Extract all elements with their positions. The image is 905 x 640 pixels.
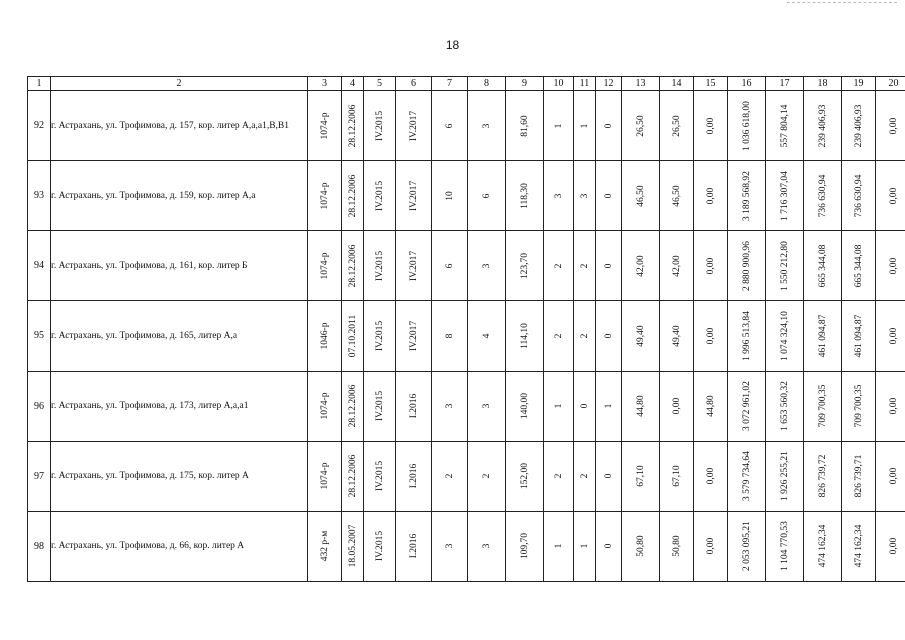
cell-value: 709 700,35: [817, 384, 828, 428]
table-row: [28, 301, 905, 371]
cell-col-20: [876, 161, 905, 231]
cell-value: IV.2015: [374, 531, 385, 562]
cell-col-20: [876, 441, 905, 511]
cell-value: IV.2015: [374, 110, 385, 141]
cell-value: 2: [579, 473, 590, 479]
cell-value: 0,00: [705, 117, 716, 134]
table-row: [28, 371, 905, 441]
cell-col-9: [506, 161, 544, 231]
cell-value: 118,30: [519, 182, 530, 209]
cell-value: 28.12.2006: [347, 174, 358, 218]
column-header-14: 14: [660, 77, 694, 91]
cell-value: 1046-р: [319, 322, 330, 350]
cell-value: 28.12.2006: [347, 454, 358, 498]
cell-col-6: [396, 91, 432, 161]
cell-value: 0,00: [705, 187, 716, 205]
cell-value: 461 094,87: [853, 314, 864, 358]
cell-col-4: [342, 301, 364, 371]
cell-col-19: [842, 441, 876, 511]
cell-col-10: [544, 301, 574, 371]
cell-value: 2: [553, 263, 564, 269]
cell-value: 0,00: [888, 257, 899, 275]
cell-value: 239 406,93: [817, 104, 828, 147]
cell-col-16: [728, 441, 766, 511]
cell-value: 10: [444, 190, 455, 201]
cell-value: 1: [579, 123, 590, 128]
cell-col-14: [660, 511, 694, 581]
cell-col-16: [728, 371, 766, 441]
cell-value: 3: [481, 403, 492, 409]
cell-col-8: [468, 231, 506, 301]
cell-value: 67,10: [671, 465, 682, 487]
row-number: 96: [28, 371, 51, 441]
cell-value: 114,10: [519, 323, 530, 349]
cell-col-10: [544, 161, 574, 231]
cell-value: 42,00: [671, 255, 682, 277]
header-row: [28, 77, 905, 91]
cell-value: 0: [603, 544, 614, 549]
cell-value: 3: [579, 193, 590, 199]
cell-col-15: [694, 441, 728, 511]
cell-value: 123,70: [519, 252, 530, 279]
cell-value: 18.05.2007: [347, 525, 358, 568]
cell-col-5: [364, 91, 396, 161]
cell-col-9: [506, 91, 544, 161]
cell-value: 0,00: [705, 538, 716, 555]
column-header-1: 1: [28, 77, 51, 91]
cell-value: 1: [553, 544, 564, 549]
address-cell: г. Астрахань, ул. Трофимова, д. 161, кор. литер Б: [51, 231, 308, 301]
cell-value: 46,50: [671, 185, 682, 207]
cell-col-3: [308, 371, 342, 441]
cell-col-19: [842, 91, 876, 161]
cell-col-12: [596, 231, 622, 301]
cell-value: 0,00: [888, 117, 899, 134]
row-number: 98: [28, 511, 51, 581]
cell-value: 3 189 568,92: [741, 170, 752, 221]
cell-col-15: [694, 511, 728, 581]
cell-col-18: [804, 441, 842, 511]
cell-value: 0,00: [671, 397, 682, 415]
cell-col-8: [468, 161, 506, 231]
column-header-4: 4: [342, 77, 364, 91]
cell-value: 2: [579, 263, 590, 269]
cell-value: 2: [579, 333, 590, 339]
cell-col-17: [766, 161, 804, 231]
cell-value: 3: [444, 403, 455, 409]
address-cell: г. Астрахань, ул. Трофимова, д. 173, литер А,а,а1: [51, 371, 308, 441]
cell-col-15: [694, 161, 728, 231]
column-header-3: 3: [308, 77, 342, 91]
column-header-17: 17: [766, 77, 804, 91]
row-number: 97: [28, 441, 51, 511]
cell-value: 28.12.2006: [347, 384, 358, 428]
cell-value: I.2016: [408, 393, 419, 419]
cell-col-9: [506, 301, 544, 371]
cell-col-7: [432, 511, 468, 581]
cell-value: 2: [553, 333, 564, 339]
cell-value: 3 072 961,02: [741, 381, 752, 432]
cell-col-18: [804, 161, 842, 231]
cell-value: IV.2017: [408, 180, 419, 211]
cell-col-16: [728, 301, 766, 371]
cell-col-20: [876, 91, 905, 161]
cell-value: 3: [481, 263, 492, 269]
cell-value: 1: [603, 403, 614, 409]
cell-value: 1 653 560,32: [779, 381, 790, 432]
table-row: [28, 161, 905, 231]
cell-value: 432 р-м: [319, 531, 330, 562]
address-cell: г. Астрахань, ул. Трофимова, д. 157, кор. литер А,а,а1,В,В1: [51, 91, 308, 161]
cell-col-14: [660, 161, 694, 231]
cell-value: I.2016: [408, 463, 419, 489]
cell-col-16: [728, 161, 766, 231]
cell-col-5: [364, 371, 396, 441]
cell-col-19: [842, 371, 876, 441]
cell-value: 26,50: [635, 114, 646, 137]
cell-value: 665 344,08: [853, 244, 864, 288]
cell-col-18: [804, 231, 842, 301]
cell-col-13: [622, 301, 660, 371]
cell-col-11: [574, 511, 596, 581]
cell-col-4: [342, 371, 364, 441]
cell-col-18: [804, 91, 842, 161]
column-header-18: 18: [804, 77, 842, 91]
cell-value: 0: [603, 193, 614, 199]
cell-value: 1074-р: [319, 252, 330, 280]
cell-col-5: [364, 441, 396, 511]
cell-col-12: [596, 161, 622, 231]
cell-col-7: [432, 161, 468, 231]
cell-col-13: [622, 371, 660, 441]
cell-col-20: [876, 301, 905, 371]
cell-value: 07.10.2011: [347, 314, 358, 358]
cell-col-11: [574, 161, 596, 231]
scan-edge-marks: [787, 2, 897, 9]
cell-col-16: [728, 91, 766, 161]
cell-col-17: [766, 441, 804, 511]
cell-col-6: [396, 441, 432, 511]
cell-col-19: [842, 301, 876, 371]
cell-value: 28.12.2006: [347, 244, 358, 288]
column-header-7: 7: [432, 77, 468, 91]
cell-value: 50,80: [671, 535, 682, 558]
cell-col-18: [804, 511, 842, 581]
cell-col-13: [622, 441, 660, 511]
address-cell: г. Астрахань, ул. Трофимова, д. 175, кор. литер А: [51, 441, 308, 511]
cell-col-16: [728, 511, 766, 581]
cell-value: 239 406,93: [853, 104, 864, 147]
cell-value: IV.2017: [408, 320, 419, 352]
cell-col-3: [308, 301, 342, 371]
table-row: [28, 511, 905, 581]
address-cell: г. Астрахань, ул. Трофимова, д. 159, кор. литер А,а: [51, 161, 308, 231]
cell-col-17: [766, 371, 804, 441]
cell-value: 1 104 770,53: [779, 521, 790, 572]
address-cell: г. Астрахань, ул. Трофимова, д. 66, кор. литер А: [51, 511, 308, 581]
cell-value: IV.2015: [374, 461, 385, 492]
cell-col-12: [596, 91, 622, 161]
column-header-16: 16: [728, 77, 766, 91]
cell-col-3: [308, 161, 342, 231]
cell-col-12: [596, 441, 622, 511]
cell-col-14: [660, 231, 694, 301]
cell-value: 826 739,71: [853, 454, 864, 498]
column-header-15: 15: [694, 77, 728, 91]
cell-value: 1: [579, 544, 590, 549]
cell-col-15: [694, 231, 728, 301]
cell-value: 0: [603, 473, 614, 479]
cell-value: 49,40: [671, 325, 682, 347]
cell-value: 2: [553, 473, 564, 479]
cell-value: 0,00: [888, 467, 899, 485]
page-number: 18: [445, 38, 460, 52]
cell-value: 1 036 618,00: [741, 100, 752, 151]
cell-col-15: [694, 301, 728, 371]
cell-value: 6: [444, 123, 455, 128]
row-number: 93: [28, 161, 51, 231]
column-header-9: 9: [506, 77, 544, 91]
cell-value: 474 162,34: [853, 525, 864, 568]
cell-value: 0: [579, 403, 590, 409]
cell-value: 3: [481, 123, 492, 128]
cell-col-13: [622, 231, 660, 301]
cell-col-6: [396, 511, 432, 581]
cell-value: 46,50: [635, 185, 646, 207]
cell-col-9: [506, 441, 544, 511]
cell-value: 2: [481, 473, 492, 479]
cell-value: 1074-р: [319, 462, 330, 490]
cell-col-9: [506, 231, 544, 301]
cell-col-20: [876, 511, 905, 581]
cell-value: 1 074 324,10: [779, 311, 790, 361]
column-header-6: 6: [396, 77, 432, 91]
cell-col-19: [842, 511, 876, 581]
cell-col-11: [574, 441, 596, 511]
cell-col-19: [842, 161, 876, 231]
cell-col-10: [544, 231, 574, 301]
cell-col-10: [544, 371, 574, 441]
cell-value: 557 804,14: [779, 104, 790, 147]
cell-value: 109,70: [519, 533, 530, 560]
cell-value: 0,00: [705, 467, 716, 485]
cell-value: 0: [603, 123, 614, 128]
cell-value: 1074-р: [319, 182, 330, 210]
row-number: 94: [28, 231, 51, 301]
column-header-19: 19: [842, 77, 876, 91]
cell-col-17: [766, 231, 804, 301]
cell-col-5: [364, 161, 396, 231]
cell-col-13: [622, 161, 660, 231]
cell-col-8: [468, 511, 506, 581]
cell-col-4: [342, 511, 364, 581]
cell-value: 152,00: [519, 463, 530, 490]
cell-value: 26,50: [671, 114, 682, 137]
cell-value: 0: [603, 333, 614, 339]
cell-value: 6: [444, 263, 455, 269]
cell-col-7: [432, 371, 468, 441]
cell-col-3: [308, 231, 342, 301]
cell-value: 140,00: [519, 393, 530, 420]
cell-value: 709 700,35: [853, 384, 864, 428]
cell-value: IV.2015: [374, 180, 385, 211]
row-number: 95: [28, 301, 51, 371]
cell-col-20: [876, 231, 905, 301]
cell-col-14: [660, 91, 694, 161]
column-header-2: 2: [51, 77, 308, 91]
cell-value: 81,60: [519, 114, 530, 137]
cell-value: 67,10: [635, 465, 646, 487]
cell-value: IV.2015: [374, 391, 385, 422]
column-header-10: 10: [544, 77, 574, 91]
cell-value: 0,00: [705, 257, 716, 275]
cell-col-12: [596, 511, 622, 581]
cell-col-13: [622, 91, 660, 161]
cell-value: 736 630,94: [853, 174, 864, 218]
cell-value: 3: [444, 544, 455, 549]
cell-value: 1074-р: [319, 392, 330, 420]
cell-col-18: [804, 301, 842, 371]
cell-col-7: [432, 301, 468, 371]
cell-col-18: [804, 371, 842, 441]
cell-value: 461 094,87: [817, 314, 828, 358]
cell-value: IV.2015: [374, 320, 385, 352]
cell-value: 8: [444, 333, 455, 339]
cell-value: 0,00: [888, 397, 899, 415]
cell-col-14: [660, 301, 694, 371]
cell-col-8: [468, 441, 506, 511]
column-header-20: 20: [876, 77, 905, 91]
address-cell: г. Астрахань, ул. Трофимова, д. 165, литер А,а: [51, 301, 308, 371]
cell-col-7: [432, 231, 468, 301]
row-number: 92: [28, 91, 51, 161]
cell-value: 42,00: [635, 255, 646, 277]
cell-value: 3: [481, 544, 492, 549]
cell-col-5: [364, 301, 396, 371]
cell-col-14: [660, 441, 694, 511]
cell-col-9: [506, 371, 544, 441]
cell-col-11: [574, 231, 596, 301]
cell-value: 0,00: [888, 187, 899, 205]
cell-value: 3 579 734,64: [741, 451, 752, 502]
cell-value: 1074-р: [319, 112, 330, 140]
cell-value: 474 162,34: [817, 525, 828, 568]
cell-value: IV.2017: [408, 110, 419, 141]
cell-value: 1: [553, 123, 564, 128]
cell-value: 0,00: [888, 538, 899, 555]
cell-col-13: [622, 511, 660, 581]
cell-value: 0,00: [888, 327, 899, 345]
cell-value: 44,80: [705, 395, 716, 417]
cell-col-6: [396, 301, 432, 371]
cell-col-19: [842, 231, 876, 301]
cell-value: 1 716 307,04: [779, 170, 790, 221]
cell-col-7: [432, 91, 468, 161]
cell-col-4: [342, 91, 364, 161]
cell-value: 1 926 255,21: [779, 451, 790, 502]
cell-col-20: [876, 371, 905, 441]
table-row: [28, 231, 905, 301]
column-header-11: 11: [574, 77, 596, 91]
cell-col-3: [308, 511, 342, 581]
cell-col-16: [728, 231, 766, 301]
cell-value: 665 344,08: [817, 244, 828, 288]
cell-value: 44,80: [635, 395, 646, 417]
cell-value: IV.2017: [408, 250, 419, 281]
cell-col-5: [364, 511, 396, 581]
cell-value: 1 996 513,84: [741, 311, 752, 361]
cell-value: 826 739,72: [817, 454, 828, 498]
cell-col-15: [694, 91, 728, 161]
cell-col-8: [468, 301, 506, 371]
cell-value: 3: [553, 193, 564, 199]
column-header-5: 5: [364, 77, 396, 91]
table-row: [28, 91, 905, 161]
cell-value: 0,00: [705, 327, 716, 345]
cell-col-4: [342, 161, 364, 231]
cell-col-17: [766, 511, 804, 581]
cell-col-7: [432, 441, 468, 511]
cell-value: 1 550 212,80: [779, 240, 790, 291]
cell-col-17: [766, 301, 804, 371]
cell-value: 2 053 095,21: [741, 521, 752, 572]
cell-col-4: [342, 441, 364, 511]
cell-value: 4: [481, 333, 492, 339]
cell-value: 50,80: [635, 535, 646, 558]
table-row: [28, 441, 905, 511]
cell-col-9: [506, 511, 544, 581]
cell-value: 1: [553, 403, 564, 409]
cell-col-14: [660, 371, 694, 441]
column-header-13: 13: [622, 77, 660, 91]
cell-col-12: [596, 301, 622, 371]
cell-col-10: [544, 511, 574, 581]
cell-col-3: [308, 91, 342, 161]
cell-col-8: [468, 91, 506, 161]
cell-col-11: [574, 301, 596, 371]
cell-value: 6: [481, 193, 492, 199]
column-header-8: 8: [468, 77, 506, 91]
cell-col-10: [544, 91, 574, 161]
column-header-12: 12: [596, 77, 622, 91]
cell-col-4: [342, 231, 364, 301]
data-table: [27, 76, 905, 582]
cell-col-6: [396, 161, 432, 231]
cell-col-3: [308, 441, 342, 511]
cell-value: 736 630,94: [817, 174, 828, 218]
cell-value: 0: [603, 263, 614, 269]
cell-col-10: [544, 441, 574, 511]
cell-col-6: [396, 371, 432, 441]
cell-col-8: [468, 371, 506, 441]
cell-value: 28.12.2006: [347, 104, 358, 147]
cell-col-15: [694, 371, 728, 441]
cell-value: IV.2015: [374, 250, 385, 281]
cell-col-17: [766, 91, 804, 161]
cell-col-11: [574, 371, 596, 441]
cell-value: I.2016: [408, 534, 419, 559]
cell-col-12: [596, 371, 622, 441]
cell-value: 2: [444, 473, 455, 479]
cell-value: 49,40: [635, 325, 646, 347]
cell-value: 2 880 900,96: [741, 240, 752, 291]
cell-col-5: [364, 231, 396, 301]
cell-col-11: [574, 91, 596, 161]
cell-col-6: [396, 231, 432, 301]
